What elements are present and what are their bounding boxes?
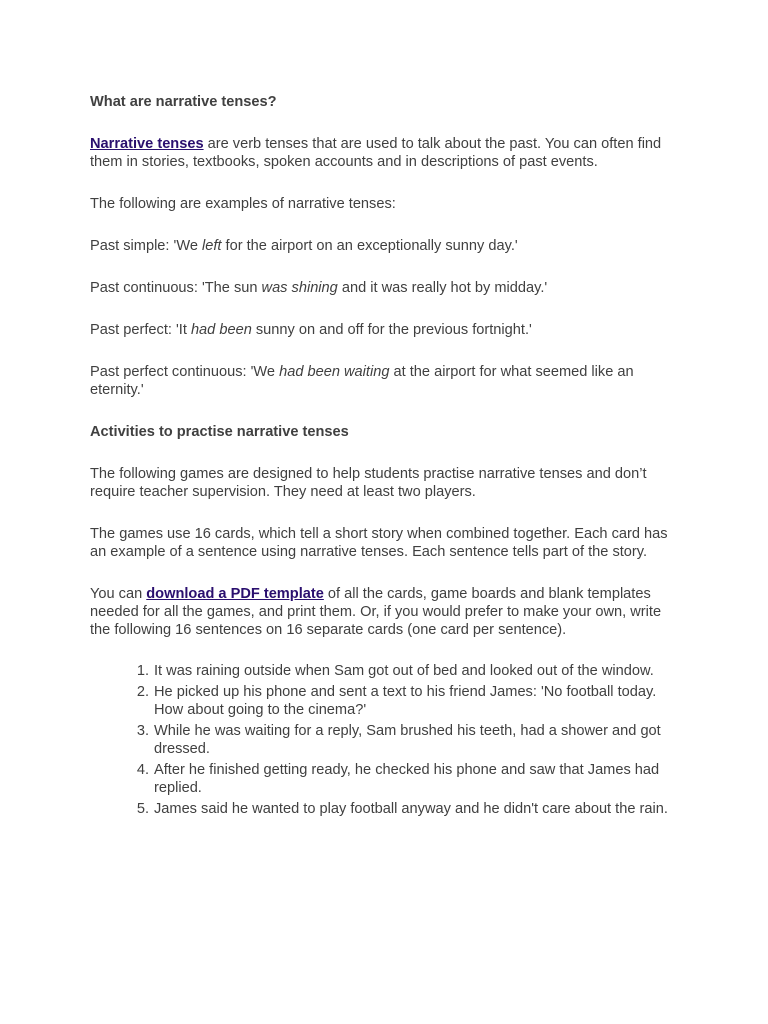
intro-paragraph [90, 135, 680, 171]
document-page [90, 93, 680, 821]
example-verb: had been waiting [279, 364, 390, 380]
list-item [136, 683, 680, 719]
example-verb: was shining [261, 280, 338, 296]
list-number: 3. [136, 723, 149, 739]
example-verb: left [202, 238, 222, 254]
list-text: After he finished getting ready, he checked his phone and saw that James had replied. [154, 762, 660, 796]
list-item [136, 722, 680, 758]
heading-what-are-narrative-tenses: What are narrative tenses? [90, 94, 277, 110]
list-text: He picked up his phone and sent a text to his friend James: 'No football today. How about going to the cinema?' [154, 684, 657, 718]
example-rest: at the airport for what seemed like an eternity.' [90, 364, 634, 398]
list-number: 5. [136, 801, 149, 817]
list-text: James said he wanted to play football anyway and he didn't care about the rain. [154, 801, 668, 817]
example-past-simple [90, 237, 680, 255]
example-past-perfect [90, 321, 680, 339]
list-text: While he was waiting for a reply, Sam brushed his teeth, had a shower and got dressed. [154, 723, 661, 757]
download-paragraph [90, 585, 680, 639]
download-pdf-template-link[interactable]: download a PDF template [146, 586, 324, 602]
list-item [136, 662, 680, 680]
example-label: Past continuous: 'The sun [90, 280, 262, 296]
download-before: You can [90, 586, 147, 602]
example-verb: had been [190, 322, 252, 338]
list-number: 2. [136, 684, 149, 700]
cards-paragraph: The games use 16 cards, which tell a short story when combined together. Each card has an example of a sentence using narrative tenses. Each sentence tells part of the story. [90, 526, 668, 560]
sentence-list [90, 662, 680, 818]
example-rest: and it was really hot by midday.' [337, 280, 548, 296]
games-paragraph: The following games are designed to help students practise narrative tenses and don’t require teacher supervision. They need at least two players. [90, 466, 647, 500]
download-after: of all the cards, game boards and blank templates needed for all the games, and print them. Or, if you would prefer to make your own, write the following 16 sentences on 16 separate cards (one card per sentence). [90, 586, 662, 638]
intro-text: are verb tenses that are used to talk about the past. You can often find them in stories, textbooks, spoken accounts and in descriptions of past events. [90, 136, 662, 170]
example-past-continuous [90, 279, 680, 297]
example-label: Past perfect continuous: 'We [90, 364, 280, 380]
list-number: 4. [136, 762, 149, 778]
list-text: It was raining outside when Sam got out of bed and looked out of the window. [154, 663, 654, 679]
example-rest: sunny on and off for the previous fortnight.' [251, 322, 532, 338]
example-rest: for the airport on an exceptionally sunny day.' [221, 238, 518, 254]
heading-activities: Activities to practise narrative tenses [90, 424, 349, 440]
narrative-tenses-link[interactable]: Narrative tenses [90, 136, 204, 152]
list-item [136, 800, 680, 818]
example-label: Past simple: 'We [90, 238, 203, 254]
example-past-perfect-continuous [90, 363, 680, 399]
list-item [136, 761, 680, 797]
list-number: 1. [136, 663, 149, 679]
examples-intro: The following are examples of narrative tenses: [90, 196, 396, 212]
example-label: Past perfect: 'It [90, 322, 191, 338]
